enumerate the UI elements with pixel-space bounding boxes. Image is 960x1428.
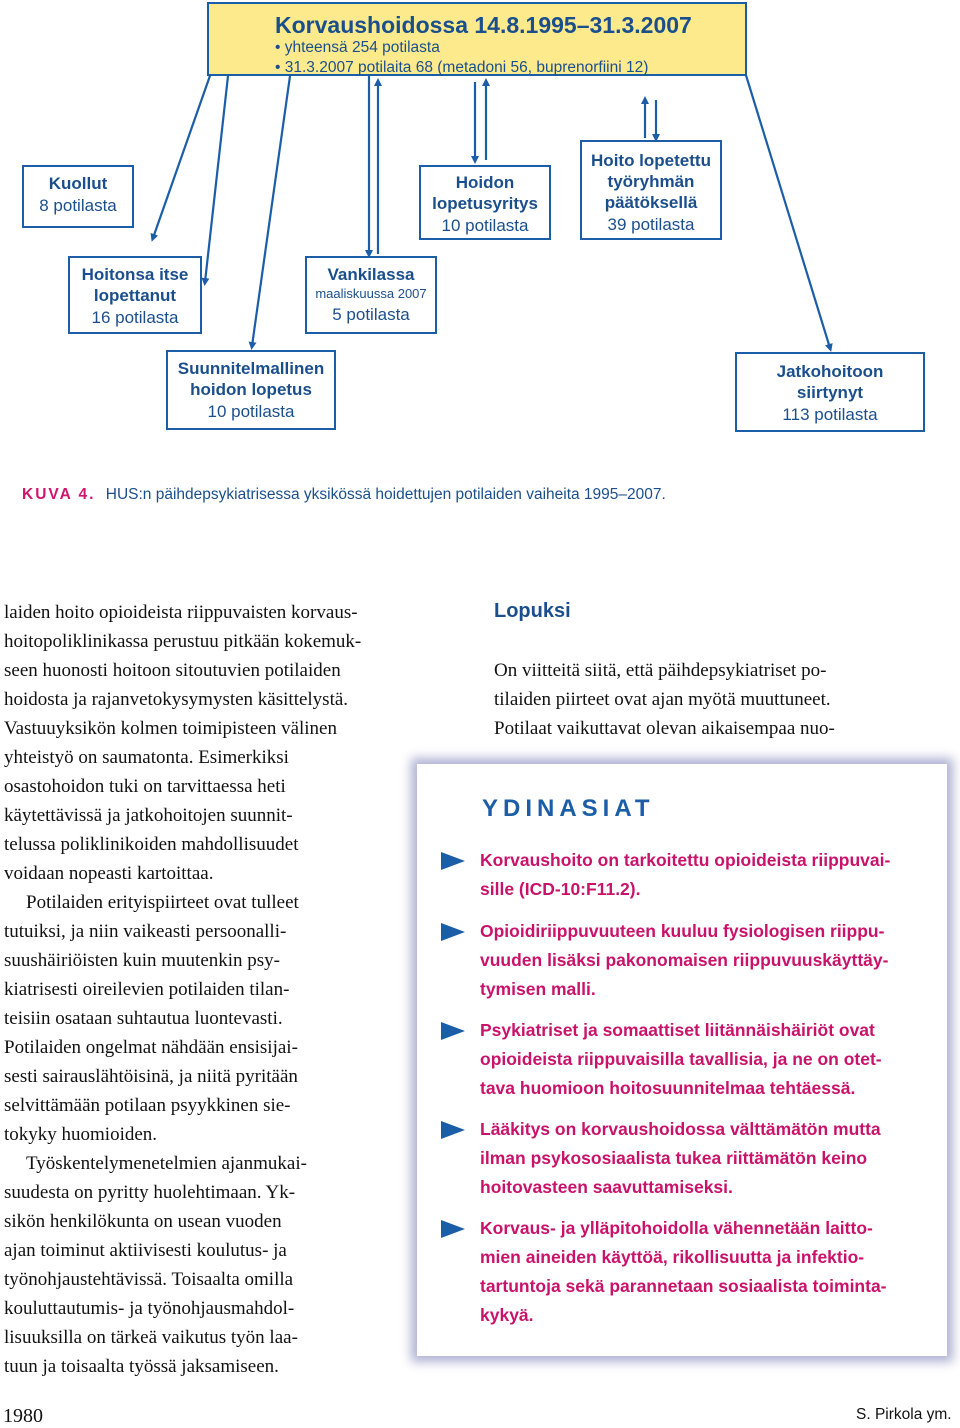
jatkohoito-title-1: Jatkohoitoon [776,362,884,381]
key-point-4 [480,1115,881,1202]
key-point-2 [480,917,888,1004]
key-point-line: kykyä. [480,1305,534,1325]
body-line: käytettävissä ja jatkohoitojen suunnit- [4,805,293,826]
body-line: tuun ja toisaalta työssä jaksamiseen. [4,1356,279,1377]
kuollut-count: 8 potilasta [39,196,117,215]
body-line: Vastuuyksikön kolmen toimipisteen välinen [4,718,337,739]
suunnitelmallinen-title-1: Suunnitelmallinen [177,359,325,378]
body-line: laiden hoito opioideista riippuvaisten korvaus- [4,602,358,623]
body-line: sikön henkilökunta on usean vuoden [4,1211,282,1232]
body-line: voidaan nopeasti kartoittaa. [4,863,214,884]
lopetusyritys-title-1: Hoidon [455,173,515,192]
caption-label: KUVA 4. [22,486,96,503]
author-credit: S. Pirkola ym. [856,1406,952,1423]
body-line: teisiin osataan suhtautua luontevasti. [4,1008,283,1029]
key-point-line: tava huomioon hoitosuunnitelmaa tehtäessä. [480,1078,856,1098]
body-line: tutuiksi, ja niin vaikeasti persoonalli- [4,921,287,942]
caption-text: HUS:n päihdepsykiatrisessa yksikössä hoidettujen potilaiden vaiheita 1995–2007. [105,486,666,503]
summary-bullet-total: • yhteensä 254 potilasta [275,39,440,56]
summary-bullet-current: • 31.3.2007 potilaita 68 (metadoni 56, buprenorfiini 12) [275,59,649,76]
itse-lopettanut-count: 16 potilasta [91,308,179,327]
box-itse-lopettanut [68,256,202,334]
box-jatkohoito [735,352,925,432]
key-point-line: Lääkitys on korvaushoidossa välttämätön mutta [480,1119,881,1139]
tyoryhma-title-3: päätöksellä [604,193,698,212]
jatkohoito-count: 113 potilasta [782,405,878,424]
body-line: työnohjaustehtävissä. Toisaalta omilla [4,1269,294,1290]
key-point-1 [480,846,890,904]
body-line: hoitopoliklinikassa perustuu pitkään kokemuk- [4,631,362,652]
key-point-line: mien aineiden käyttöä, rikollisuutta ja infektio- [480,1247,865,1267]
body-line: Potilaiden erityispiirteet ovat tulleet [26,892,299,913]
body-line: seen huonosti hoitoon sitoutuvien potilaiden [4,660,341,681]
suunnitelmallinen-count: 10 potilasta [207,402,295,421]
body-line: telussa poliklinikoiden mahdollisuudet [4,834,299,855]
vankilassa-sub: maaliskuussa 2007 [315,286,427,301]
summary-box [207,2,747,76]
body-line: sesti sairauslähtöisinä, ja niitä pyritään [4,1066,298,1087]
body-line: ajan toiminut aktiivisesti koulutus- ja [4,1240,287,1261]
key-point-line: Korvaus- ja ylläpitohoidolla vähennetään laitto- [480,1218,873,1238]
key-point-line: vuuden lisäksi pakonomaisen riippuvuuskäyttäy- [480,950,889,970]
body-line: tilaiden piirteet ovat ajan myötä muuttuneet. [494,689,831,710]
key-point-line: hoitovasteen saavuttamiseksi. [480,1177,733,1197]
key-point-line: Opioidiriippuvuuteen kuuluu fysiologisen riippu- [480,921,885,941]
box-vankilassa [305,256,437,334]
arrow-bullet-icon [441,923,465,941]
body-line: selvittämään potilaan psyykkinen sie- [4,1095,291,1116]
figure-caption [22,486,666,504]
arrow-bullet-icon [441,1022,465,1040]
arrow-bullet-icon [441,1121,465,1139]
suunnitelmallinen-title-2: hoidon lopetus [190,380,312,399]
tyoryhma-title-2: työryhmän [607,172,695,191]
key-point-line: Psykiatriset ja somaattiset liitännäishäiriöt ovat [480,1020,875,1040]
page-number: 1980 [3,1405,43,1427]
lopetusyritys-count: 10 potilasta [441,216,529,235]
key-point-3 [480,1016,882,1103]
body-line: tokyky huomioiden. [4,1124,158,1145]
body-line: suushäiriöisten kuin muutenkin psy- [4,950,281,971]
body-line: kiatrisesti oireilevien potilaiden tilan- [4,979,290,1000]
itse-lopettanut-title-1: Hoitonsa itse [81,265,189,284]
body-line: Potilaat vaikuttavat olevan aikaisempaa nuo- [494,718,835,739]
body-line: On viitteitä siitä, että päihdepsykiatriset po- [494,660,827,681]
body-line: hoidosta ja rajanvetokysymysten käsittelystä. [4,689,349,710]
box-kuollut [22,165,134,228]
body-text-left [4,598,464,1381]
arrow-bullet-icon [441,852,465,870]
tyoryhma-title-1: Hoito lopetettu [591,151,711,170]
key-point-line: tartuntoja sekä parannetaan sosiaalista toiminta- [480,1276,887,1296]
itse-lopettanut-title-2: lopettanut [93,286,177,305]
body-line: osastohoidon tuki on tarvittaessa heti [4,776,286,797]
vankilassa-title: Vankilassa [327,265,415,284]
kuollut-title: Kuollut [48,174,108,193]
lopetusyritys-title-2: lopetusyritys [432,194,538,213]
arrow-to-jatkohoito [745,72,830,348]
arrow-bullet-icon [441,1220,465,1238]
section-heading-lopuksi: Lopuksi [494,600,571,622]
key-point-line: opioideista riippuvaisilla tavallisia, ja ne on otet- [480,1049,882,1069]
box-tyoryhman-paatos [580,140,722,240]
arrow-to-kuollut [153,70,212,238]
vankilassa-count: 5 potilasta [332,305,410,324]
key-point-line: ilman psykososiaalista tukea riittämätön keino [480,1148,868,1168]
box-suunnitelmallinen [166,350,336,430]
body-text-lopuksi [494,656,954,743]
key-point-line: tymisen malli. [480,979,596,999]
box-hoidon-lopetusyritys [419,165,551,240]
jatkohoito-title-2: siirtynyt [796,383,864,402]
key-point-line: Korvaushoito on tarkoitettu opioideista riippuvai- [480,850,891,870]
body-line: Työskentelymenetelmien ajanmukai- [26,1153,307,1174]
body-line: lisuuksilla on tärkeä vaikutus työn laa- [4,1327,298,1348]
key-point-line: sille (ICD-10:F11.2). [480,879,641,899]
key-point-5 [480,1214,887,1330]
key-points-title: YDINASIAT [482,795,655,822]
body-line: kouluttautumis- ja työnohjausmahdol- [4,1298,295,1319]
arrow-to-itse-lopettanut [205,76,228,282]
arrow-to-suunnitelmallinen [252,76,290,346]
tyoryhma-count: 39 potilasta [607,215,695,234]
summary-title: Korvaushoidossa 14.8.1995–31.3.2007 [275,12,692,38]
body-line: Potilaiden ongelmat nähdään ensisijai- [4,1037,298,1058]
body-line: suudesta on pyritty huolehtimaan. Yk- [4,1182,296,1203]
body-line: yhteistyö on saumatonta. Esimerkiksi [4,747,289,768]
